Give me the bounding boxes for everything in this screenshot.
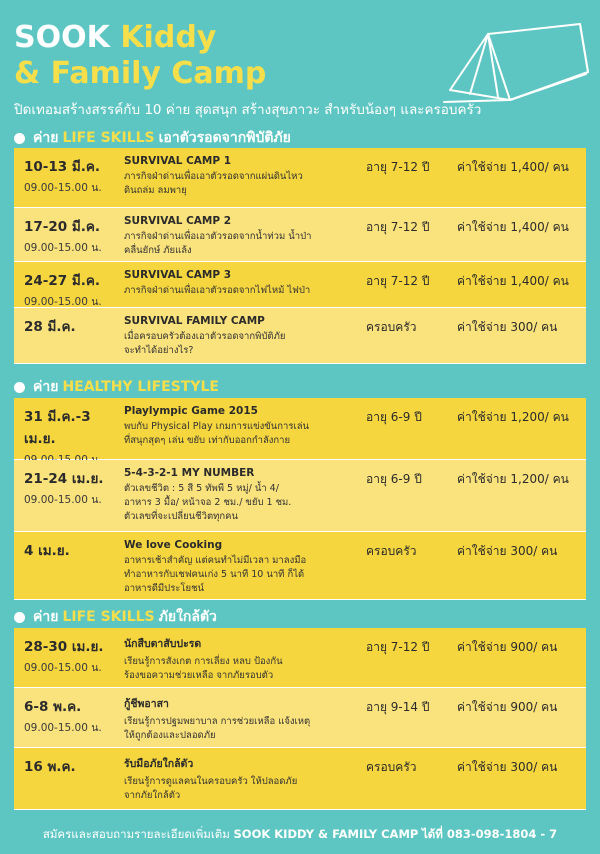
title-line-2: & Family Camp [14, 56, 267, 91]
camp-description-line: จะทำได้อย่างไร? [124, 345, 194, 356]
camp-date: 10-13 มี.ค. [24, 159, 101, 175]
camp-age: ครอบครัว [366, 320, 417, 334]
camp-price: ค่าใช้จ่าย 900/ คน [457, 640, 558, 654]
camp-price: ค่าใช้จ่าย 300/ คน [457, 320, 558, 334]
camp-date-cell [24, 155, 119, 196]
camp-description-line: ให้ถูกต้องและปลอดภัย [124, 730, 216, 741]
camp-name: SURVIVAL CAMP 3 [124, 269, 232, 281]
camp-time: 09.00-15.00 น. [24, 296, 102, 308]
section-highlight: LIFE SKILLS [62, 609, 155, 625]
section-highlight: LIFE SKILLS [62, 130, 155, 146]
camp-description-line: อาหารเช้าสำคัญ แต่คนทำไม่มีเวลา มาลงมือ [124, 555, 307, 566]
camp-row [14, 688, 586, 748]
camp-row [14, 628, 586, 688]
camp-time: 09.00-15.00 น. [24, 494, 102, 506]
camp-price: ค่าใช้จ่าย 1,400/ คน [457, 220, 569, 234]
camp-description-cell [124, 315, 364, 358]
camp-table-1 [14, 148, 586, 364]
bullet-icon [14, 133, 25, 144]
camp-description-line: เรียนรู้การปฐมพยาบาล การช่วยเหลือ แจ้งเหตุ [124, 716, 311, 727]
section-suffix: ภัยใกล้ตัว [158, 609, 217, 625]
camp-date-cell [24, 215, 119, 256]
camp-row [14, 262, 586, 308]
title-line-1 [14, 20, 266, 56]
camp-date: 16 พ.ค. [24, 759, 76, 775]
camp-name: รับมือภัยใกล้ตัว [124, 758, 194, 770]
subtitle: ปิดเทอมสร้างสรรค์กับ 10 ค่าย สุดสนุก สร้างสุขภาวะ สำหรับน้องๆ และครอบครัว [14, 102, 482, 118]
camp-date-cell [24, 467, 119, 508]
camp-description-line: พบกับ Physical Play เกมการแข่งขันการเล่น [124, 421, 310, 432]
camp-description-cell [124, 635, 364, 683]
footer-contact [0, 826, 600, 844]
camp-description-cell [124, 269, 364, 298]
bullet-icon [14, 382, 25, 393]
footer-text: สมัครและสอบถามรายละเอียดเพิ่มเติม [42, 827, 230, 841]
camp-time: 09.00-15.00 น. [24, 242, 102, 254]
camp-description-line: คลื่นยักษ์ ภัยแล้ง [124, 245, 192, 256]
camp-description-line: อาหารดีมีประโยชน์ [124, 583, 205, 594]
camp-row [14, 398, 586, 460]
camp-date: 4 เม.ย. [24, 543, 70, 559]
camp-name: We love Cooking [124, 539, 223, 551]
camp-description-cell [124, 467, 364, 524]
camp-date: 6-8 พ.ค. [24, 699, 82, 715]
camp-price: ค่าใช้จ่าย 1,400/ คน [457, 274, 569, 288]
poster-title [14, 20, 266, 92]
camp-date-cell [24, 635, 119, 676]
camp-date-cell [24, 405, 119, 468]
camp-age: ครอบครัว [366, 544, 417, 558]
camp-description-line: ร้องขอความช่วยเหลือ จากภัยรอบตัว [124, 670, 274, 681]
camp-name: SURVIVAL CAMP 1 [124, 155, 232, 167]
camp-price: ค่าใช้จ่าย 300/ คน [457, 544, 558, 558]
camp-age: อายุ 9-14 ปี [366, 700, 430, 714]
camp-price: ค่าใช้จ่าย 1,200/ คน [457, 472, 569, 486]
camp-price: ค่าใช้จ่าย 1,200/ คน [457, 410, 569, 424]
camp-age: อายุ 6-9 ปี [366, 410, 422, 424]
camp-description-cell [124, 695, 364, 743]
section-heading-2 [14, 376, 223, 398]
camp-time: 09.00-15.00 น. [24, 182, 102, 194]
camp-date-cell [24, 269, 119, 310]
section-heading-1 [14, 127, 291, 149]
camp-date-cell [24, 755, 119, 777]
camp-age: อายุ 7-12 ปี [366, 274, 430, 288]
camp-name: กู้ชีพอาสา [124, 698, 169, 710]
camp-date-cell [24, 539, 119, 561]
camp-age: ครอบครัว [366, 760, 417, 774]
tent-icon [440, 12, 590, 112]
camp-name: นักสืบตาสับปะรด [124, 638, 202, 650]
camp-date-cell [24, 315, 119, 337]
section-suffix: เอาตัวรอดจากพิบัติภัย [158, 130, 291, 146]
section-prefix: ค่าย [33, 609, 59, 625]
camp-description-cell [124, 755, 364, 803]
camp-age: อายุ 6-9 ปี [366, 472, 422, 486]
camp-price: ค่าใช้จ่าย 300/ คน [457, 760, 558, 774]
camp-description-line: ทำอาหารกับเชฟคนเก่ง 5 นาที 10 นาที ก็ได้ [124, 569, 305, 580]
camp-description-cell [124, 539, 364, 596]
camp-table-2 [14, 398, 586, 600]
camp-description-line: เมื่อครอบครัวต้องเอาตัวรอดจากพิบัติภัย [124, 331, 286, 342]
camp-age: อายุ 7-12 ปี [366, 640, 430, 654]
camp-name: SURVIVAL FAMILY CAMP [124, 315, 265, 327]
camp-description-line: ภารกิจฝ่าด่านเพื่อเอาตัวรอดจากน้ำท่วม น้ำป่า [124, 231, 312, 242]
camp-age: อายุ 7-12 ปี [366, 160, 430, 174]
section-prefix: ค่าย [33, 130, 59, 146]
camp-date-cell [24, 695, 119, 736]
camp-row [14, 532, 586, 600]
camp-row [14, 148, 586, 208]
camp-description-line: ภารกิจฝ่าด่านเพื่อเอาตัวรอดจากไฟไหม้ ไฟป่า [124, 285, 311, 296]
section-heading-3 [14, 606, 217, 628]
section-highlight: HEALTHY LIFESTYLE [62, 379, 219, 395]
camp-description-cell [124, 215, 364, 258]
camp-date: 17-20 มี.ค. [24, 219, 101, 235]
camp-name: SURVIVAL CAMP 2 [124, 215, 232, 227]
camp-description-line: ตัวเลขที่จะเปลี่ยนชีวิตทุกคน [124, 511, 238, 522]
camp-row [14, 308, 586, 364]
camp-description-line: อาหาร 3 มื้อ/ หน้าจอ 2 ชม./ ขยับ 1 ชม. [124, 497, 292, 508]
camp-description-line: ที่สนุกสุดๆ เล่น ขยับ เท่ากับออกกำลังกาย [124, 435, 291, 446]
title-sook: SOOK [14, 20, 110, 55]
camp-row [14, 208, 586, 262]
camp-name: 5-4-3-2-1 MY NUMBER [124, 467, 255, 479]
camp-row [14, 460, 586, 532]
camp-price: ค่าใช้จ่าย 900/ คน [457, 700, 558, 714]
camp-date: 28 มี.ค. [24, 319, 76, 335]
camp-row [14, 748, 586, 810]
camp-description-line: ดินถล่ม ลมพายุ [124, 185, 187, 196]
camp-table-3 [14, 628, 586, 810]
camp-name: Playlympic Game 2015 [124, 405, 258, 417]
camp-time: 09.00-15.00 น. [24, 662, 102, 674]
camp-description-cell [124, 405, 364, 448]
camp-date: 21-24 เม.ย. [24, 471, 104, 487]
section-prefix: ค่าย [33, 379, 59, 395]
camp-description-line: ภารกิจฝ่าด่านเพื่อเอาตัวรอดจากแผ่นดินไหว [124, 171, 303, 182]
title-kiddy: Kiddy [120, 20, 217, 55]
camp-date: 28-30 เม.ย. [24, 639, 104, 655]
camp-description-cell [124, 155, 364, 198]
camp-description-line: เรียนรู้การดูแลคนในครอบครัว ให้ปลอดภัย [124, 776, 298, 787]
camp-date: 24-27 มี.ค. [24, 273, 101, 289]
camp-price: ค่าใช้จ่าย 1,400/ คน [457, 160, 569, 174]
camp-time: 09.00-15.00 น. [24, 722, 102, 734]
camp-date: 31 มี.ค.-3 เม.ย. [24, 409, 91, 447]
bullet-icon [14, 612, 25, 623]
camp-description-line: ตัวเลขชีวิต : 5 สี 5 ทัพพี 5 หมู่/ น้ำ 4/ [124, 483, 279, 494]
camp-description-line: จากภัยใกล้ตัว [124, 790, 181, 801]
footer-brand: SOOK KIDDY & FAMILY CAMP [233, 827, 419, 841]
footer-phone: ได้ที่ 083-098-1804 - 7 [421, 827, 558, 841]
camp-age: อายุ 7-12 ปี [366, 220, 430, 234]
camp-description-line: เรียนรู้การสังเกต การเลี่ยง หลบ ป้องกัน [124, 656, 283, 667]
